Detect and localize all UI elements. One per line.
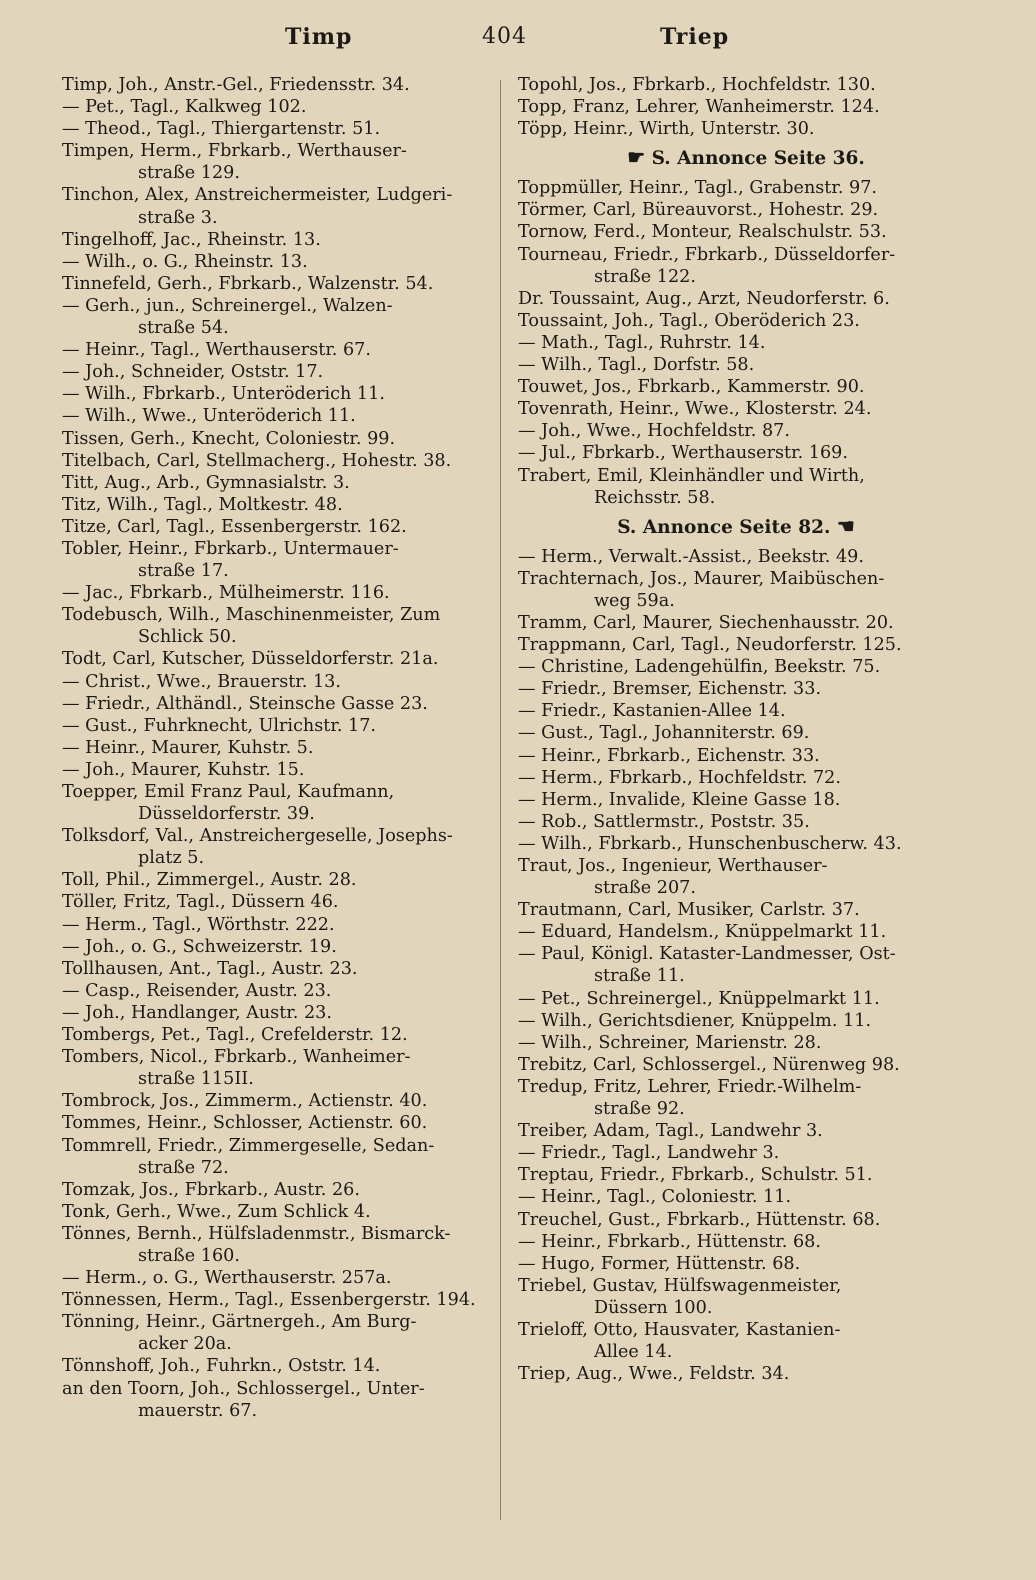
- entry-continuation: straße 207.: [594, 878, 696, 899]
- directory-entry: [518, 96, 954, 118]
- right-column: [518, 74, 954, 1385]
- entry-text: — Rob., Sattlermstr., Poststr. 35.: [518, 811, 810, 832]
- directory-entry: [62, 715, 492, 737]
- entry-text: Tornow, Ferd., Monteur, Realschulstr. 53.: [518, 222, 887, 243]
- directory-entry: [62, 891, 492, 913]
- directory-entry: [518, 177, 954, 199]
- entry-text: Todebusch, Wilh., Maschinenmeister, Zum: [62, 605, 441, 626]
- entry-continuation: straße 17.: [138, 561, 229, 582]
- directory-entry: [518, 634, 954, 656]
- directory-entry: [518, 1209, 954, 1231]
- directory-entry: [518, 1142, 954, 1164]
- directory-entry: [62, 251, 492, 273]
- entry-text: — Casp., Reisender, Austr. 23.: [62, 980, 332, 1001]
- entry-text: — Wilh., Tagl., Dorfstr. 58.: [518, 355, 755, 376]
- entry-text: Trautmann, Carl, Musiker, Carlstr. 37.: [518, 900, 860, 921]
- entry-text: Touwet, Jos., Fbrkarb., Kammerstr. 90.: [518, 377, 865, 398]
- directory-entry: [62, 914, 492, 936]
- entry-text: — Herm., Tagl., Wörthstr. 222.: [62, 914, 335, 935]
- entry-text: — Gust., Fuhrknecht, Ulrichstr. 17.: [62, 715, 376, 736]
- entry-text: Titze, Carl, Tagl., Essenbergerstr. 162.: [62, 516, 407, 537]
- directory-entry: [518, 1010, 954, 1032]
- entry-text: Tinnefeld, Gerh., Fbrkarb., Walzenstr. 54.: [62, 273, 434, 294]
- entry-text: — Friedr., Althändl., Steinsche Gasse 23.: [62, 693, 428, 714]
- entry-text: Tönning, Heinr., Gärtnergeh., Am Burg-: [62, 1312, 417, 1333]
- directory-entry: [518, 1120, 954, 1142]
- entry-text: — Wilh., o. G., Rheinstr. 13.: [62, 251, 308, 272]
- directory-entry: [62, 1201, 492, 1223]
- right-block-3: [518, 546, 954, 1386]
- directory-entry: [62, 1112, 492, 1134]
- entry-text: Triebel, Gustav, Hülfswagenmeister,: [518, 1275, 842, 1296]
- directory-entry: [62, 980, 492, 1002]
- directory-entry: [518, 656, 954, 678]
- directory-entry: [518, 74, 954, 96]
- directory-entry: [62, 383, 492, 405]
- entry-continuation: straße 3.: [138, 207, 218, 228]
- entry-continuation: mauerstr. 67.: [138, 1400, 258, 1421]
- entry-continuation: straße 54.: [138, 318, 229, 339]
- entry-text: — Wilh., Schreiner, Marienstr. 28.: [518, 1032, 822, 1053]
- entry-text: Titt, Aug., Arb., Gymnasialstr. 3.: [62, 472, 350, 493]
- entry-text: Tönnessen, Herm., Tagl., Essenbergerstr. 194.: [62, 1290, 476, 1311]
- entry-continuation: Schlick 50.: [138, 627, 237, 648]
- entry-text: — Math., Tagl., Ruhrstr. 14.: [518, 332, 766, 353]
- entry-text: Treiber, Adam, Tagl., Landwehr 3.: [518, 1121, 823, 1142]
- directory-entry: [518, 199, 954, 221]
- entry-text: — Jac., Fbrkarb., Mülheimerstr. 116.: [62, 583, 390, 604]
- entry-text: — Heinr., Tagl., Werthauserstr. 67.: [62, 340, 371, 361]
- entry-text: Trabert, Emil, Kleinhändler und Wirth,: [518, 465, 865, 486]
- directory-entry: [62, 604, 492, 648]
- entry-text: Töller, Fritz, Tagl., Düssern 46.: [62, 892, 339, 913]
- directory-entry: [518, 442, 954, 464]
- directory-entry: [518, 1319, 954, 1363]
- directory-entry: [518, 789, 954, 811]
- directory-entry: [518, 1231, 954, 1253]
- directory-entry: [62, 1378, 492, 1422]
- entry-text: — Joh., o. G., Schweizerstr. 19.: [62, 936, 337, 957]
- directory-entry: [62, 450, 492, 472]
- directory-entry: [518, 332, 954, 354]
- directory-entry: [518, 568, 954, 612]
- entry-text: — Joh., Wwe., Hochfeldstr. 87.: [518, 421, 790, 442]
- directory-entry: [518, 1253, 954, 1275]
- left-column: [62, 74, 492, 1422]
- entry-text: Tonk, Gerh., Wwe., Zum Schlick 4.: [62, 1201, 371, 1222]
- entry-text: Tovenrath, Heinr., Wwe., Klosterstr. 24.: [518, 399, 872, 420]
- directory-entry: [62, 958, 492, 980]
- entry-continuation: Düsseldorferstr. 39.: [138, 804, 315, 825]
- directory-entry: [62, 428, 492, 450]
- directory-entry: [518, 1363, 954, 1385]
- entry-text: — Wilh., Fbrkarb., Hunschenbuscherw. 43.: [518, 833, 902, 854]
- directory-entry: [518, 244, 954, 288]
- entry-text: Tönnshoff, Joh., Fuhrkn., Oststr. 14.: [62, 1356, 381, 1377]
- directory-entry: [62, 693, 492, 715]
- entry-text: — Gust., Tagl., Johanniterstr. 69.: [518, 723, 810, 744]
- entry-text: Tinchon, Alex, Anstreichermeister, Ludgeri-: [62, 185, 453, 206]
- directory-entry: [518, 921, 954, 943]
- entry-continuation: acker 20a.: [138, 1334, 232, 1355]
- directory-entry: [518, 988, 954, 1010]
- directory-entry: [62, 295, 492, 339]
- directory-entry: [62, 1002, 492, 1024]
- entry-text: — Friedr., Tagl., Landwehr 3.: [518, 1143, 780, 1164]
- entry-continuation: platz 5.: [138, 848, 205, 869]
- entry-text: Topp, Franz, Lehrer, Wanheimerstr. 124.: [518, 97, 880, 118]
- entry-continuation: straße 11.: [594, 966, 685, 987]
- directory-entry: [62, 273, 492, 295]
- entry-text: — Wilh., Wwe., Unteröderich 11.: [62, 406, 356, 427]
- directory-entry: [518, 1186, 954, 1208]
- entry-text: — Herm., o. G., Werthauserstr. 257a.: [62, 1268, 392, 1289]
- entry-text: Triep, Aug., Wwe., Feldstr. 34.: [518, 1364, 790, 1385]
- entry-text: Dr. Toussaint, Aug., Arzt, Neudorferstr. 6.: [518, 288, 890, 309]
- entry-text: — Jul., Fbrkarb., Werthauserstr. 169.: [518, 443, 848, 464]
- entry-text: — Joh., Schneider, Oststr. 17.: [62, 362, 324, 383]
- directory-entry: [62, 781, 492, 825]
- right-block-1: [518, 74, 954, 140]
- entry-text: Todt, Carl, Kutscher, Düsseldorferstr. 21a.: [62, 649, 439, 670]
- entry-continuation: straße 72.: [138, 1157, 229, 1178]
- entry-text: Tomzak, Jos., Fbrkarb., Austr. 26.: [62, 1179, 360, 1200]
- entry-text: Trieloff, Otto, Hausvater, Kastanien-: [518, 1319, 841, 1340]
- entry-text: Toepper, Emil Franz Paul, Kaufmann,: [62, 782, 395, 802]
- entry-text: Tourneau, Friedr., Fbrkarb., Düsseldorfer-: [518, 244, 896, 265]
- directory-entry: [518, 700, 954, 722]
- directory-entry: [62, 516, 492, 538]
- entry-text: Tolksdorf, Val., Anstreichergeselle, Josephs-: [62, 826, 453, 847]
- entry-text: — Paul, Königl. Kataster-Landmesser, Ost-: [518, 944, 896, 965]
- directory-entry: [518, 420, 954, 442]
- entry-continuation: straße 160.: [138, 1245, 240, 1266]
- directory-entry: [518, 745, 954, 767]
- directory-entry: [62, 1311, 492, 1355]
- entry-text: — Herm., Fbrkarb., Hochfeldstr. 72.: [518, 767, 841, 788]
- entry-continuation: straße 129.: [138, 163, 240, 184]
- entry-text: Timp, Joh., Anstr.-Gel., Friedensstr. 34.: [62, 75, 410, 95]
- directory-entry: [62, 1024, 492, 1046]
- entry-text: — Wilh., Fbrkarb., Unteröderich 11.: [62, 384, 385, 405]
- entry-text: Tommes, Heinr., Schlosser, Actienstr. 60.: [62, 1113, 428, 1134]
- entry-text: Timpen, Herm., Fbrkarb., Werthauser-: [62, 141, 407, 162]
- entry-text: — Heinr., Fbrkarb., Hüttenstr. 68.: [518, 1231, 821, 1252]
- directory-entry: [62, 1090, 492, 1112]
- directory-entry: [518, 855, 954, 899]
- right-block-2: [518, 177, 954, 508]
- directory-entry: [62, 339, 492, 361]
- directory-entry: [62, 1135, 492, 1179]
- entry-text: — Pet., Tagl., Kalkweg 102.: [62, 97, 307, 118]
- directory-entry: [62, 472, 492, 494]
- header-left-keyword: Timp: [285, 24, 353, 50]
- header-right-keyword: Triep: [660, 24, 730, 50]
- directory-entry: [62, 1267, 492, 1289]
- entry-text: — Friedr., Bremser, Eichenstr. 33.: [518, 679, 822, 700]
- directory-entry: [518, 612, 954, 634]
- annonce-text: S. Annonce Seite 36.: [651, 148, 865, 170]
- directory-entry: [518, 943, 954, 987]
- entry-text: — Joh., Handlanger, Austr. 23.: [62, 1002, 332, 1023]
- directory-entry: [518, 288, 954, 310]
- directory-entry: [62, 759, 492, 781]
- directory-entry: [62, 538, 492, 582]
- directory-entry: [62, 361, 492, 383]
- entry-text: Titz, Wilh., Tagl., Moltkestr. 48.: [62, 494, 343, 515]
- entry-text: — Gerh., jun., Schreinergel., Walzen-: [62, 295, 393, 316]
- entry-text: Treuchel, Gust., Fbrkarb., Hüttenstr. 68.: [518, 1209, 881, 1230]
- entry-continuation: straße 122.: [594, 266, 696, 287]
- entry-text: Töpp, Heinr., Wirth, Unterstr. 30.: [518, 119, 815, 140]
- entry-continuation: straße 92.: [594, 1099, 685, 1120]
- annonce-text: S. Annonce Seite 82.: [617, 516, 831, 538]
- directory-entry: [62, 140, 492, 184]
- entry-text: Tombrock, Jos., Zimmerm., Actienstr. 40.: [62, 1091, 428, 1112]
- entry-continuation: Düssern 100.: [594, 1297, 713, 1318]
- entry-text: — Christ., Wwe., Brauerstr. 13.: [62, 671, 341, 692]
- directory-entry: [62, 1289, 492, 1311]
- entry-text: — Heinr., Tagl., Coloniestr. 11.: [518, 1187, 792, 1208]
- entry-text: Tramm, Carl, Maurer, Siechenhausstr. 20.: [518, 612, 894, 633]
- directory-entry: [518, 767, 954, 789]
- entry-text: — Herm., Invalide, Kleine Gasse 18.: [518, 789, 841, 810]
- entry-continuation: Allee 14.: [594, 1342, 673, 1363]
- entry-text: Traut, Jos., Ingenieur, Werthauser-: [518, 856, 828, 876]
- directory-entry: [518, 811, 954, 833]
- directory-entry: [62, 1223, 492, 1267]
- entry-continuation: Reichsstr. 58.: [594, 487, 716, 508]
- directory-entry: [62, 582, 492, 604]
- directory-entry: [518, 465, 954, 509]
- directory-entry: [518, 678, 954, 700]
- entry-text: — Wilh., Gerichtsdiener, Knüppelm. 11.: [518, 1010, 872, 1031]
- directory-entry: [62, 1179, 492, 1201]
- entry-text: — Theod., Tagl., Thiergartenstr. 51.: [62, 119, 381, 140]
- directory-entry: [518, 1164, 954, 1186]
- directory-entry: [518, 546, 954, 568]
- page-header: [0, 24, 1036, 64]
- entry-text: Tönnes, Bernh., Hülfsladenmstr., Bismarck-: [62, 1223, 451, 1244]
- entry-text: — Joh., Maurer, Kuhstr. 15.: [62, 759, 305, 780]
- directory-entry: [62, 74, 492, 96]
- directory-entry: [62, 671, 492, 693]
- directory-entry: [518, 376, 954, 398]
- entry-text: Toppmüller, Heinr., Tagl., Grabenstr. 97.: [518, 178, 878, 199]
- directory-entry: [518, 1275, 954, 1319]
- entry-text: Topohl, Jos., Fbrkarb., Hochfeldstr. 130.: [518, 75, 876, 95]
- entry-text: Tommrell, Friedr., Zimmergeselle, Sedan-: [62, 1135, 435, 1156]
- directory-entry: [518, 1076, 954, 1120]
- page-number: 404: [482, 24, 527, 49]
- entry-continuation: straße 115II.: [138, 1069, 254, 1090]
- entry-text: Tissen, Gerh., Knecht, Coloniestr. 99.: [62, 428, 396, 449]
- directory-entry: [518, 833, 954, 855]
- directory-entry: [518, 221, 954, 243]
- entry-text: — Pet., Schreinergel., Knüppelmarkt 11.: [518, 988, 880, 1009]
- entry-text: Tingelhoff, Jac., Rheinstr. 13.: [62, 229, 321, 250]
- entry-text: Toussaint, Joh., Tagl., Oberöderich 23.: [518, 310, 860, 331]
- entry-text: — Eduard, Handelsm., Knüppelmarkt 11.: [518, 922, 887, 943]
- annonce-notice-82: [518, 513, 954, 541]
- entry-text: Törmer, Carl, Büreauvorst., Hohestr. 29.: [518, 200, 879, 221]
- entry-text: Tombergs, Pet., Tagl., Crefelderstr. 12.: [62, 1025, 408, 1046]
- entry-text: — Heinr., Maurer, Kuhstr. 5.: [62, 737, 314, 758]
- entry-text: Tobler, Heinr., Fbrkarb., Untermauer-: [62, 538, 399, 559]
- directory-entry: [62, 737, 492, 759]
- entry-text: — Herm., Verwalt.-Assist., Beekstr. 49.: [518, 546, 864, 567]
- entry-text: Trappmann, Carl, Tagl., Neudorferstr. 125.: [518, 635, 902, 656]
- entry-text: Tollhausen, Ant., Tagl., Austr. 23.: [62, 958, 358, 979]
- directory-entry: [518, 398, 954, 420]
- directory-entry: [518, 118, 954, 140]
- annonce-notice-36: [518, 144, 954, 172]
- entry-text: — Heinr., Fbrkarb., Eichenstr. 33.: [518, 745, 820, 766]
- entry-text: — Hugo, Former, Hüttenstr. 68.: [518, 1253, 801, 1274]
- entry-text: — Friedr., Kastanien-Allee 14.: [518, 701, 786, 722]
- directory-entry: [62, 405, 492, 427]
- directory-entry: [62, 648, 492, 670]
- directory-entry: [62, 229, 492, 251]
- directory-entry: [518, 310, 954, 332]
- directory-entry: [62, 494, 492, 516]
- entry-text: Tombers, Nicol., Fbrkarb., Wanheimer-: [62, 1047, 411, 1068]
- entry-text: Trebitz, Carl, Schlossergel., Nürenweg 98.: [518, 1054, 900, 1075]
- entry-text: Titelbach, Carl, Stellmacherg., Hohestr. 38.: [62, 450, 452, 471]
- directory-entry: [62, 184, 492, 228]
- directory-entry: [518, 1054, 954, 1076]
- directory-entry: [518, 1032, 954, 1054]
- directory-entry: [62, 869, 492, 891]
- pointing-hand-icon: ☚: [836, 513, 855, 538]
- directory-entry: [518, 722, 954, 744]
- directory-entry: [62, 1046, 492, 1090]
- entry-text: — Christine, Ladengehülfin, Beekstr. 75.: [518, 657, 881, 678]
- directory-entry: [62, 825, 492, 869]
- entry-text: Treptau, Friedr., Fbrkarb., Schulstr. 51.: [518, 1165, 873, 1186]
- pointing-hand-icon: ☛: [627, 145, 646, 170]
- entry-text: Trachternach, Jos., Maurer, Maibüschen-: [518, 568, 885, 589]
- directory-entry: [62, 118, 492, 140]
- column-divider: [500, 80, 501, 1520]
- directory-entry: [518, 354, 954, 376]
- entry-text: Tredup, Fritz, Lehrer, Friedr.-Wilhelm-: [518, 1076, 862, 1097]
- entry-continuation: weg 59a.: [594, 590, 675, 611]
- directory-entry: [62, 1355, 492, 1377]
- directory-entry: [62, 936, 492, 958]
- entry-text: Toll, Phil., Zimmergel., Austr. 28.: [62, 870, 357, 891]
- entry-text: an den Toorn, Joh., Schlossergel., Unter-: [62, 1378, 425, 1399]
- directory-entry: [518, 899, 954, 921]
- directory-entry: [62, 96, 492, 118]
